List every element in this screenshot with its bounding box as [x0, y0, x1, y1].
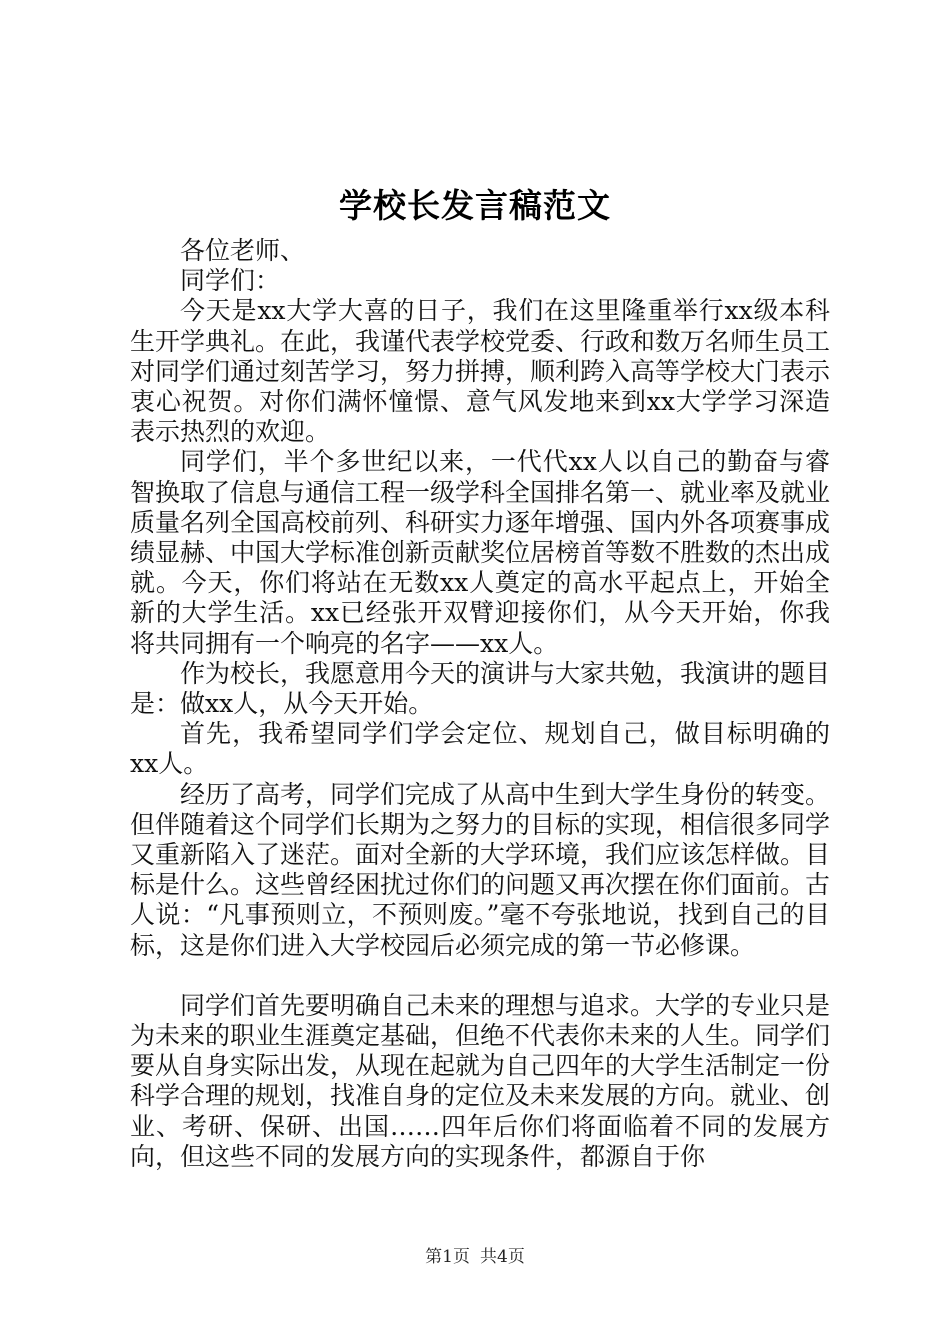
paragraph: 今天是xx大学大喜的日子，我们在这里隆重举行xx级本科生开学典礼。在此，我谨代表学校党委、行政和数万名师生员工对同学们通过刻苦学习，努力拼搏，顺利跨入高等学校大门表示衷心祝贺。对你们满怀憧憬、意气风发地来到xx大学学习深造表示热烈的欢迎。 [130, 296, 831, 447]
paragraph: 同学们，半个多世纪以来，一代代xx人以自己的勤奋与睿智换取了信息与通信工程一级学科全国排名第一、就业率及就业质量名列全国高校前列、科研实力逐年增强、国内外各项赛事成绩显赫、中国大学标准创新贡献奖位居榜首等数不胜数的杰出成就。今天，你们将站在无数xx人奠定的高水平起点上，开始全新的大学生活。xx已经张开双臂迎接你们，从今天开始，你我将共同拥有一个响亮的名字——xx人。 [130, 447, 831, 658]
page-footer [0, 1242, 950, 1267]
document-body [130, 236, 830, 1172]
salutation-teachers: 各位老师、 [180, 236, 306, 265]
page-total: 共4页 [480, 1247, 525, 1267]
paragraph: 作为校长，我愿意用今天的演讲与大家共勉，我演讲的题目是：做xx人，从今天开始。 [130, 658, 831, 719]
document-title: 学校长发言稿范文 [339, 186, 611, 225]
paragraph: 经历了高考，同学们完成了从高中生到大学生身份的转变。但伴随着这个同学们长期为之努力的目标的实现，相信很多同学又重新陷入了迷茫。面对全新的大学环境，我们应该怎样做。目标是什么。这些曾经困扰过你们的问题又再次摆在你们面前。古人说：“凡事预则立，不预则废。”毫不夸张地说，找到自己的目标，这是你们进入大学校园后必须完成的第一节必修课。 [130, 779, 831, 960]
page-number: 第1页 [425, 1247, 470, 1267]
paragraph: 首先，我希望同学们学会定位、规划自己，做目标明确的xx人。 [130, 719, 830, 779]
salutation-students: 同学们： [180, 266, 281, 296]
paragraph: 同学们首先要明确自己未来的理想与追求。大学的专业只是为未来的职业生涯奠定基础，但绝不代表你未来的人生。同学们要从自身实际出发，从现在起就为自己四年的大学生活制定一份科学合理的规划，找准自身的定位及未来发展的方向。就业、创业、考研、保研、出国……四年后你们将面临着不同的发展方向，但这些不同的发展方向的实现条件，都源自于你 [130, 990, 831, 1171]
